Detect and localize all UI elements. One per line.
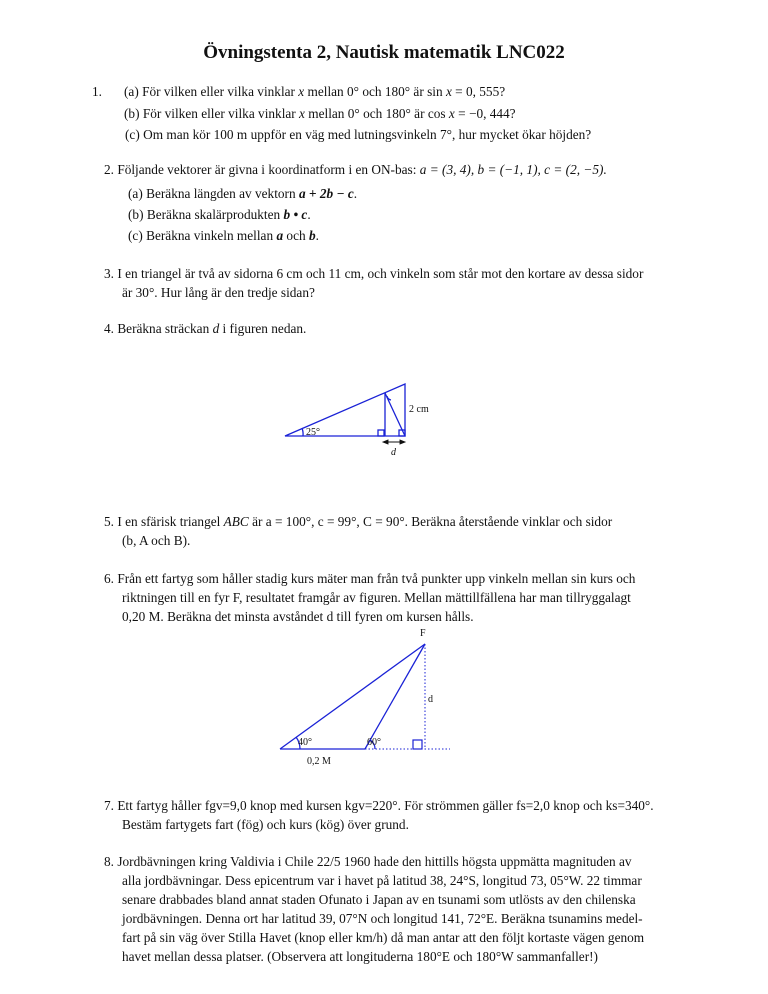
q5-line1-post: är a = 100°, c = 99°, C = 90°. Beräkna återstående vinklar och sidor — [248, 514, 613, 529]
fig4-angle-label: 25° — [306, 427, 320, 438]
q2c-v1: a — [276, 228, 284, 243]
d-arrow-left-head — [383, 440, 388, 444]
question-2a — [128, 186, 357, 202]
question-2-number: 2. — [104, 162, 114, 177]
q4-var: d — [212, 321, 220, 336]
q1b-label: (b) — [124, 106, 140, 121]
question-1b — [124, 106, 516, 122]
question-1a — [124, 84, 505, 100]
question-3-number: 3. — [104, 266, 114, 281]
right-angle-mark-inner — [378, 430, 384, 436]
q2c-v2: b — [308, 228, 316, 243]
q2a-label: (a) — [128, 186, 143, 201]
q2c-post: . — [315, 228, 319, 243]
q1b-mid: mellan 0° och 180° är cos — [304, 106, 449, 121]
q8-line6: havet mellan dessa platser. (Observera att longituderna 180°E och 180°W sammanfaller!) — [122, 949, 598, 964]
q2a-post: . — [353, 186, 358, 201]
q2c-mid: och — [283, 228, 309, 243]
fig6-F-label: F — [420, 628, 426, 639]
q3-line2: är 30°. Hur lång är den tredje sidan? — [122, 285, 315, 300]
page-title: Övningstenta 2, Nautisk matematik LNC022 — [203, 42, 565, 63]
outer-triangle — [285, 384, 405, 436]
q2c-pre: Beräkna vinkeln mellan — [146, 228, 277, 243]
q5-abc: ABC — [223, 514, 249, 529]
fig6-angle1-label: 40° — [298, 737, 312, 748]
q8-line4: jordbävningen. Denna ort har latitud 39, 07°N och longitud 141, 72°E. Beräkna tsunamins medel- — [122, 911, 643, 926]
question-2c — [128, 228, 319, 244]
q2c-label: (c) — [128, 228, 143, 243]
q3-line1: I en triangel är två av sidorna 6 cm och 11 cm, och vinkeln som står mot den kortare av dessa sidor — [117, 266, 644, 281]
question-1-number: 1. — [92, 84, 102, 99]
q7-line2: Bestäm fartygets fart (fög) och kurs (kög) över grund. — [122, 817, 409, 832]
q2a-expr: a + 2b − c — [298, 186, 354, 201]
q1a-var2: x — [445, 84, 452, 99]
q6-line3: 0,20 M. Beräkna det minsta avståndet d till fyren om kursen hålls. — [122, 609, 474, 624]
fig6-angle2-label: 60° — [367, 737, 381, 748]
d-arrow-right-head — [400, 440, 405, 444]
q2-vectors: a = (3, 4), b = (−1, 1), c = (2, −5). — [419, 162, 607, 177]
question-1c — [125, 127, 591, 143]
question-8-number: 8. — [104, 854, 114, 869]
question-7-number: 7. — [104, 798, 114, 813]
fig4-side-label: 2 cm — [409, 404, 429, 415]
q2a-pre: Beräkna längden av vektorn — [146, 186, 299, 201]
q1a-var: x — [298, 84, 305, 99]
q1a-label: (a) — [124, 84, 139, 99]
q1b-pre: För vilken eller vilka vinklar — [142, 106, 300, 121]
q1a-mid: mellan 0° och 180° är sin — [304, 84, 446, 99]
question-4-number: 4. — [104, 321, 114, 336]
q8-line3: senare drabbades bland annat staden Ofunato i Japan av en tsunami som utlösts av den chilenska — [122, 892, 636, 907]
q6-line2: riktningen till en fyr F, resultatet framgår av figuren. Mellan mättillfällena har man tillryggalagt — [122, 590, 631, 605]
q5-line1-pre: I en sfärisk triangel — [117, 514, 224, 529]
q2b-expr: b • c — [283, 207, 308, 222]
question-6 — [104, 570, 635, 588]
q1a-post: = 0, 555? — [451, 84, 506, 99]
fig4-d-label: d — [391, 447, 396, 458]
question-3 — [104, 265, 643, 283]
q8-line1: Jordbävningen kring Valdivia i Chile 22/5 1960 hade den hittills högsta uppmätta magnituden av — [117, 854, 632, 869]
q8-line2: alla jordbävningar. Dess epicentrum var i havet på latitud 38, 24°S, longitud 73, 05°W. 22 timmar — [122, 873, 642, 888]
question-6-number: 6. — [104, 571, 114, 586]
q1a-pre: För vilken eller vilka vinklar — [142, 84, 299, 99]
question-5-number: 5. — [104, 514, 114, 529]
q5-line2: (b, A och B). — [122, 533, 191, 548]
question-4-figure — [270, 375, 450, 465]
fig6-d-label: d — [428, 694, 433, 705]
q1b-var2: x — [448, 106, 455, 121]
q1c-text: Om man kör 100 m uppför en väg med lutningsvinkeln 7°, hur mycket ökar höjden? — [143, 127, 592, 142]
q7-line1: Ett fartyg håller fgv=9,0 knop med kursen kgv=220°. För strömmen gäller fs=2,0 knop och ks=340°. — [117, 798, 654, 813]
question-8 — [104, 853, 632, 871]
question-6-figure — [270, 622, 460, 772]
q4-post: i figuren nedan. — [219, 321, 307, 336]
question-5 — [104, 513, 612, 531]
q4-pre: Beräkna sträckan — [117, 321, 213, 336]
right-angle-mark — [413, 740, 422, 749]
question-2-intro — [104, 161, 607, 179]
q1b-var: x — [299, 106, 305, 121]
q8-line5: fart på sin väg över Stilla Havet (knop eller km/h) då man antar att den följt kortaste vägen genom — [122, 930, 645, 945]
q2b-label: (b) — [128, 207, 144, 222]
q2b-pre: Beräkna skalärprodukten — [146, 207, 284, 222]
short-bearing-line — [365, 644, 425, 749]
q1c-label: (c) — [125, 127, 140, 142]
long-bearing-line — [280, 644, 425, 749]
q1b-post: = −0, 444? — [454, 106, 516, 121]
question-7 — [104, 797, 654, 815]
q6-line1: Från ett fartyg som håller stadig kurs mäter man från två punkter upp vinkeln mellan sin kurs och — [117, 571, 636, 586]
q2b-post: . — [307, 207, 311, 222]
angle-arc — [302, 428, 303, 436]
fig6-base-label: 0,2 M — [307, 756, 331, 767]
question-4 — [104, 320, 306, 338]
question-2b — [128, 207, 311, 223]
q2-intro-text: Följande vektorer är givna i koordinatform i en ON-bas: — [117, 162, 417, 177]
